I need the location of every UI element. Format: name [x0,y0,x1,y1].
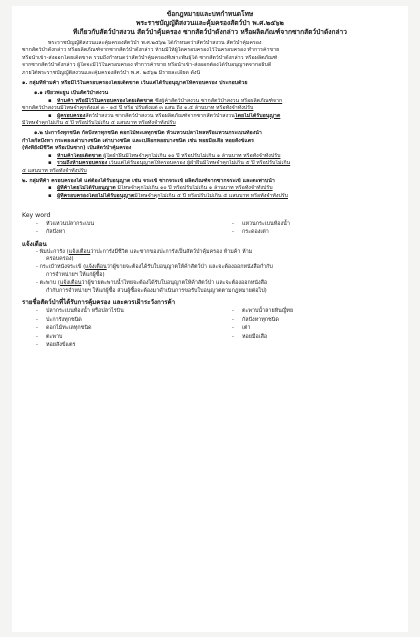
bold-phrase: โดยไม่ได้รับอนุญาต [234,112,281,119]
notice-item-softshell-turtle-cont: กำกับการจำหน่ายฯ ให้แก่ผู้ซื้อ ส่วนผู้ซื้อจะต้องมาดำเนินการขอรับใบอนุญาตตามกฎหมายต่อไป) [46,287,267,294]
notice-link: แจ้งเตือน [68,248,91,255]
species-item: - ตะพาบน้ำลายหินญี่ทย [232,308,294,315]
section-1-2-line-2: กำไลกัลปังหา กระดองเต่าบางชนิด เต่าบางชนิด และเปลือกหอยบางชนิด เช่น หอยมือเสือ หอยสังข์แตร [22,137,255,144]
bold-phrase: ห้ามค้าโดยเด็ดขาด [57,152,102,159]
bullet-text: สัตว์ป่าสงวน ซากสัตว์ป่าสงวน หรือผลิตภัณฑ์จากซากสัตว์ป่าสงวน [85,112,235,119]
intro-line-3: หรือนำเข้า-ส่งออกโดยเด็ดขาด รวมถึงกำหนดว่าสัตว์ป่าคุ้มครองที่เพาะพันธุ์ได้ ซากสัตว์ป่าดังกล่าว หรือผลิตภัณฑ์ [22,54,278,61]
notice-title: แจ้งเตือน [22,240,47,248]
section-2-bullet-1 [22,185,398,192]
bullet-icon: ▪ [48,152,52,159]
keyword-item: - หัวแหวนปลากระเบน [36,221,95,228]
bullet-icon: ▪ [48,160,52,167]
bold-phrase: รวมถึงห้ามครอบครอง [57,160,108,167]
intro-line-2: ซากสัตว์ป่าดังกล่าว หรือผลิตภัณฑ์จากซากสัตว์ป่าดังกล่าว ห้ามมิให้ผู้ใดครอบครองไว้ในครอบครอง ทำการค้าขาย [22,47,280,54]
intro-line-5: ภายใต้พระราชบัญญัติสงวนและคุ้มครองสัตว์ป่า พ.ศ. ๒๕๖๒ มีรายละเอียด ดังนี้ [22,69,201,76]
bullet-icon: ▪ [48,185,52,192]
document-page [12,6,408,632]
section-1-1-title: ๑.๑ เขี้ยวพะยูน เป็นสัตว์ป่าสงวน [34,90,109,97]
species-item: - หอยสังข์แตร [36,341,76,348]
species-item: - กัลปังหาทุกชนิด [232,316,279,323]
species-item: - ปะการังทุกชนิด [36,316,82,323]
section-1-title: ๑. กลุ่มที่ห้ามค้า หรือมีไว้ในครอบครองโดยเด็ดขาด เว้นแต่ได้รับอนุญาตให้ครอบครอง ประกอบด้วย [22,80,248,87]
species-item: - ดอกไม้ทะเลทุกชนิด [36,325,92,332]
keyword-item: - กระดองเต่า [232,229,269,236]
section-1-2-line-3: (ทั้งที่ยังมีชีวิต หรือเป็นซาก) เป็นสัตว์ป่าคุ้มครอง [22,145,132,152]
section-2-bullet-2 [22,193,398,200]
notice-item-softshell-turtle: - ตะพาบ (แจ้งเตือนว่าผู้ขายตะพาบน้ำไทยจะต้องได้รับใบอนุญาตให้ค้าสัตว์ป่า และจะต้องออกหนังสือ [36,279,268,286]
species-item: - ตะพาบ [36,333,63,340]
species-title: รายชื่อสัตว์ป่าที่ได้รับการคุ้มครอง และควรเฝ้าระวังการค้า [22,299,176,307]
section-1-2-line-1: ๑.๒ ปะการังทุกชนิด กัลปังหาทุกชนิด ดอกไม้ทะเลทุกชนิด หัวแหวนปลาไหลหรือแหวนกระเบนท้องน้ำ [34,130,262,137]
bullet-icon: ▪ [48,112,52,119]
notice-item-crocodile-bag-cont: การจำหน่ายฯ ให้แก่ผู้ซื้อ) [46,271,105,278]
species-list [22,307,398,349]
section-1-1-bullet-2-cont: มีโทษจำคุกไม่เกิน ๕ ปี หรือปรับไม่เกิน ๕ แสนบาท หรือทั้งจำทั้งปรับ [22,120,176,127]
bold-phrase: ห้ามค้า หรือมีไว้ในครอบครองโดยเด็ดขาด [57,97,154,104]
bold-phrase: ผู้ที่ครอบครองโดยไม่ได้รับอนุญาต [57,192,135,199]
intro-line-1: พระราชบัญญัติสงวนและคุ้มครองสัตว์ป่า พ.ศ.๒๕๖๒ ได้กำหนดว่าสัตว์ป่าสงวน สัตว์ป่าคุ้มครอง [48,40,262,46]
section-1-1-bullet-1-cont: ซากสัตว์ป่าสงวนมีโทษจำคุกตั้งแต่ ๓ - ๑๕ ปี หรือ ปรับตั้งแต่ ๓ แสน ถึง ๑.๕ ล้านบาท หรือทั้งจำทั้งปรับ [22,105,254,112]
notice-item-coral-cont: ครอบครอง) [46,256,74,263]
bullet-text: ผู้ใดฝ่าฝืนมีโทษจำคุกไม่เกิน ๑๐ ปี หรือปรับไม่เกิน ๑ ล้านบาท หรือทั้งจำทั้งปรับ [101,152,281,159]
bullet-text: ซึ่งผู้ค้าสัตว์ป่าสงวน ซากสัตว์ป่าสงวน หรือผลิตภัณฑ์จาก [153,97,283,104]
section-1-1-bullet-1 [22,98,398,105]
section-1-1-bullet-2 [22,113,398,120]
section-2-title: ๒. กลุ่มที่ค้า ครอบครองได้ แต่ต้องได้รับอนุญาต เช่น จระเข้ ซากจระเข้ ผลิตภัณฑ์จากซากจระเข้ และตะพาบน้ำ [22,177,275,184]
bullet-text: มีโทษจำคุกไม่เกิน ๑๐ ปี หรือปรับไม่เกิน ๑ ล้านบาท หรือทั้งจำทั้งปรับ [115,185,273,192]
intro-line-4: จากซากสัตว์ป่าดังกล่าว ผู้ใดจะมีไว้ในครอบครอง ทำการค้าขาย หรือนำเข้า-ส่งออกต้องได้รับอนุญาตจากอธิบดี [22,62,272,69]
keyword-title: Key word [22,212,51,220]
section-1-2-bullet-1 [22,153,398,160]
keyword-list [22,220,398,236]
notice-link: แจ้งเตือน [85,264,107,271]
species-item: - ปลากระเบนท้องน้ำ หรือปลาไรบิน [36,308,124,315]
section-1-2-bullet-2-cont: ๕ แสนบาท หรือทั้งจำทั้งปรับ [22,167,87,174]
bullet-text: เว้นแต่ได้รับอนุญาตให้ครอบครอง ผู้ฝ่าฝืนมีโทษจำคุกไม่เกิน ๕ ปี หรือปรับไม่เกิน [107,160,291,167]
notice-link: แจ้งเตือน [59,279,82,286]
species-item: - เต่า [232,325,251,332]
section-1-2-bullet-2 [22,160,398,167]
doc-title-3: ที่เกี่ยวกับสัตว์ป่าสงวน สัตว์ป่าคุ้มครอง ซากสัตว์ป่าดังกล่าว หรือผลิตภัณฑ์จากซากสัตว์ป่าดังกล่าว [73,28,347,36]
bullet-icon: ▪ [48,97,52,104]
doc-title-2: พระราชบัญญัติสงวนและคุ้มครองสัตว์ป่า พ.ศ.๒๕๖๒ [136,19,284,27]
doc-title-1: ข้อกฎหมายและบทกำหนดโทษ [166,10,254,18]
bold-phrase: ผู้ครอบครอง [57,112,86,119]
notice-item-coral: - พิมปะการัง (แจ้งเตือนว่าปะการังมีชีวิต และซากของปะการังเป็นสัตว์ป่าคุ้มครอง ห้ามค้า ห้าม [36,248,253,255]
keyword-item: - แหวนกระเบนท้องน้ำ [232,221,290,228]
notice-item-crocodile-bag: - กระเป๋าหนังจระเข้ (แจ้งเตือนว่าผู้ขายจะต้องได้รับใบอนุญาตให้ค้าสัตว์ป่า และจะต้องออกหนังสือกำกับ [36,264,273,271]
species-item: - หอยมือเสือ [232,333,268,340]
bullet-icon: ▪ [48,192,52,199]
keyword-item: - กัลปังหา [36,229,66,236]
bullet-text: มีโทษจำคุกไม่เกิน ๕ ปี หรือปรับไม่เกิน ๕ แสนบาท หรือทั้งจำทั้งปรับ [134,192,289,199]
bold-phrase: ผู้ที่ค้าโดยไม่ได้รับอนุญาต [57,185,116,192]
